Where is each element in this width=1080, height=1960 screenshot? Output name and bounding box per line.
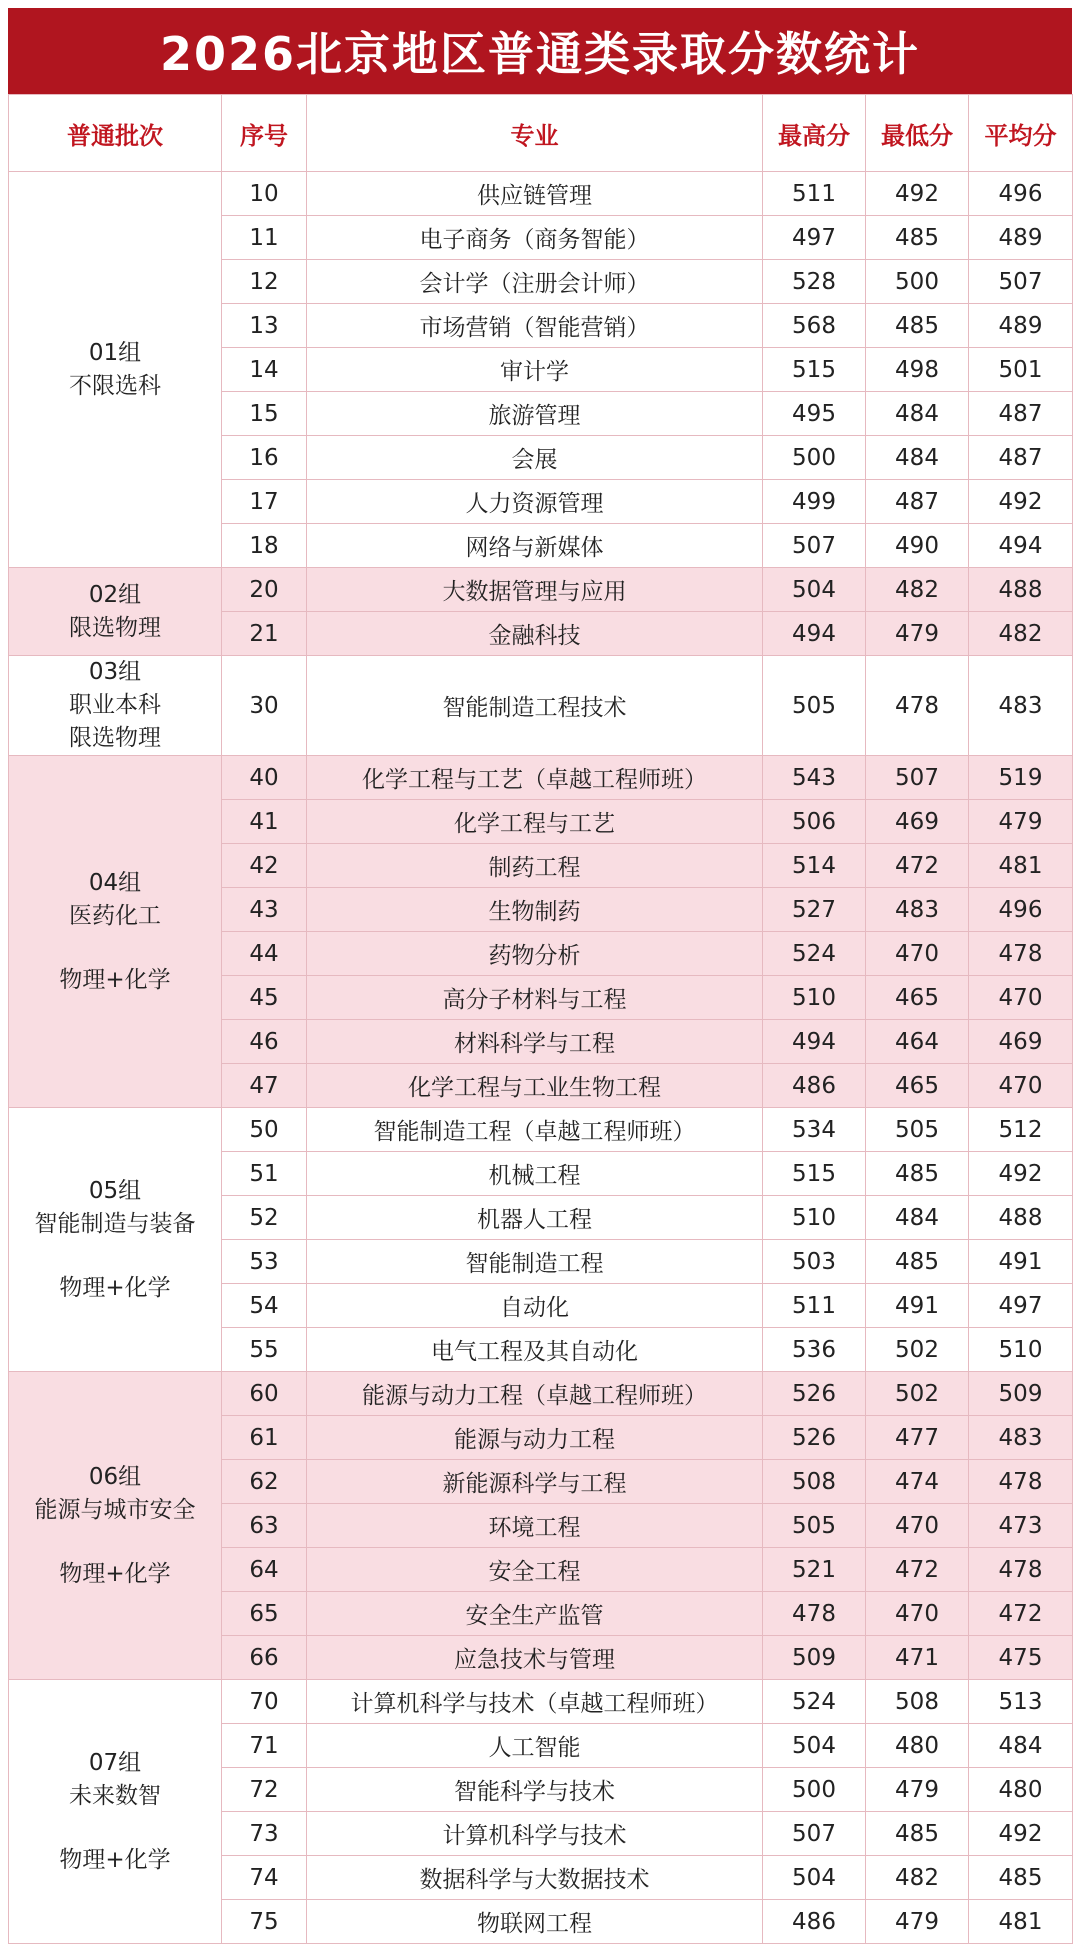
min-score-cell: 478 [866, 656, 969, 756]
major-cell: 物联网工程 [307, 1900, 763, 1944]
number-cell: 20 [222, 568, 307, 612]
major-cell: 智能制造工程技术 [307, 656, 763, 756]
number-cell: 42 [222, 844, 307, 888]
min-score-cell: 465 [866, 976, 969, 1020]
avg-score-cell: 483 [969, 1416, 1073, 1460]
max-score-cell: 504 [763, 1724, 866, 1768]
major-cell: 应急技术与管理 [307, 1636, 763, 1680]
max-score-cell: 478 [763, 1592, 866, 1636]
avg-score-cell: 484 [969, 1724, 1073, 1768]
max-score-cell: 510 [763, 1196, 866, 1240]
min-score-cell: 472 [866, 1548, 969, 1592]
group-label-line: 物理+化学 [59, 966, 171, 993]
avg-score-cell: 482 [969, 612, 1073, 656]
number-cell: 50 [222, 1108, 307, 1152]
max-score-cell: 494 [763, 1020, 866, 1064]
major-cell: 电气工程及其自动化 [307, 1328, 763, 1372]
table-row [9, 568, 1073, 612]
number-cell: 46 [222, 1020, 307, 1064]
number-cell: 51 [222, 1152, 307, 1196]
major-cell: 能源与动力工程 [307, 1416, 763, 1460]
major-cell: 药物分析 [307, 932, 763, 976]
max-score-cell: 511 [763, 172, 866, 216]
group-cell [9, 1680, 222, 1944]
number-cell: 61 [222, 1416, 307, 1460]
number-cell: 60 [222, 1372, 307, 1416]
number-cell: 40 [222, 756, 307, 800]
avg-score-cell: 481 [969, 844, 1073, 888]
max-score-cell: 515 [763, 1152, 866, 1196]
min-score-cell: 479 [866, 1768, 969, 1812]
number-cell: 65 [222, 1592, 307, 1636]
group-label-line: 物理+化学 [59, 1846, 171, 1873]
avg-score-cell: 512 [969, 1108, 1073, 1152]
avg-score-cell: 483 [969, 656, 1073, 756]
number-cell: 18 [222, 524, 307, 568]
avg-score-cell: 496 [969, 888, 1073, 932]
number-cell: 70 [222, 1680, 307, 1724]
major-cell: 网络与新媒体 [307, 524, 763, 568]
avg-score-cell: 487 [969, 392, 1073, 436]
major-cell: 供应链管理 [307, 172, 763, 216]
number-cell: 14 [222, 348, 307, 392]
major-cell: 机器人工程 [307, 1196, 763, 1240]
major-cell: 金融科技 [307, 612, 763, 656]
max-score-cell: 521 [763, 1548, 866, 1592]
max-score-cell: 527 [763, 888, 866, 932]
min-score-cell: 482 [866, 1856, 969, 1900]
number-cell: 64 [222, 1548, 307, 1592]
major-cell: 高分子材料与工程 [307, 976, 763, 1020]
major-cell: 化学工程与工业生物工程 [307, 1064, 763, 1108]
max-score-cell: 509 [763, 1636, 866, 1680]
major-cell: 人工智能 [307, 1724, 763, 1768]
major-cell: 计算机科学与技术（卓越工程师班） [307, 1680, 763, 1724]
min-score-cell: 470 [866, 932, 969, 976]
avg-score-cell: 507 [969, 260, 1073, 304]
avg-score-cell: 487 [969, 436, 1073, 480]
major-cell: 安全生产监管 [307, 1592, 763, 1636]
group-cell [9, 1372, 222, 1680]
major-cell: 人力资源管理 [307, 480, 763, 524]
avg-score-cell: 472 [969, 1592, 1073, 1636]
min-score-cell: 474 [866, 1460, 969, 1504]
avg-score-cell: 478 [969, 1548, 1073, 1592]
max-score-cell: 524 [763, 1680, 866, 1724]
max-score-cell: 543 [763, 756, 866, 800]
number-cell: 21 [222, 612, 307, 656]
number-cell: 53 [222, 1240, 307, 1284]
min-score-cell: 477 [866, 1416, 969, 1460]
min-score-cell: 482 [866, 568, 969, 612]
max-score-cell: 506 [763, 800, 866, 844]
min-score-cell: 464 [866, 1020, 969, 1064]
min-score-cell: 480 [866, 1724, 969, 1768]
max-score-cell: 524 [763, 932, 866, 976]
min-score-cell: 483 [866, 888, 969, 932]
major-cell: 电子商务（商务智能） [307, 216, 763, 260]
avg-score-cell: 478 [969, 1460, 1073, 1504]
major-cell: 能源与动力工程（卓越工程师班） [307, 1372, 763, 1416]
number-cell: 54 [222, 1284, 307, 1328]
max-score-cell: 526 [763, 1372, 866, 1416]
number-cell: 62 [222, 1460, 307, 1504]
major-cell: 机械工程 [307, 1152, 763, 1196]
number-cell: 71 [222, 1724, 307, 1768]
min-score-cell: 472 [866, 844, 969, 888]
min-score-cell: 508 [866, 1680, 969, 1724]
avg-score-cell: 492 [969, 1152, 1073, 1196]
max-score-cell: 534 [763, 1108, 866, 1152]
major-cell: 会展 [307, 436, 763, 480]
avg-score-cell: 510 [969, 1328, 1073, 1372]
avg-score-cell: 501 [969, 348, 1073, 392]
max-score-cell: 536 [763, 1328, 866, 1372]
number-cell: 12 [222, 260, 307, 304]
avg-score-cell: 488 [969, 568, 1073, 612]
avg-score-cell: 480 [969, 1768, 1073, 1812]
max-score-cell: 508 [763, 1460, 866, 1504]
max-score-cell: 497 [763, 216, 866, 260]
major-cell: 智能制造工程 [307, 1240, 763, 1284]
avg-score-cell: 478 [969, 932, 1073, 976]
major-cell: 环境工程 [307, 1504, 763, 1548]
avg-score-cell: 492 [969, 480, 1073, 524]
min-score-cell: 471 [866, 1636, 969, 1680]
column-header-number: 序号 [222, 95, 307, 172]
table-row [9, 1108, 1073, 1152]
group-label-line: 限选物理 [69, 725, 161, 751]
major-cell: 安全工程 [307, 1548, 763, 1592]
number-cell: 16 [222, 436, 307, 480]
major-cell: 化学工程与工艺 [307, 800, 763, 844]
number-cell: 41 [222, 800, 307, 844]
avg-score-cell: 513 [969, 1680, 1073, 1724]
min-score-cell: 505 [866, 1108, 969, 1152]
group-label-line: 不限选科 [69, 372, 161, 399]
number-cell: 44 [222, 932, 307, 976]
min-score-cell: 470 [866, 1592, 969, 1636]
number-cell: 73 [222, 1812, 307, 1856]
admission-score-table [8, 94, 1073, 1944]
page-title: 2026北京地区普通类录取分数统计 [8, 8, 1072, 94]
group-cell [9, 656, 222, 756]
table-row [9, 1680, 1073, 1724]
group-label-line: 05组 [88, 1177, 142, 1204]
group-label-line: 07组 [88, 1749, 142, 1776]
max-score-cell: 503 [763, 1240, 866, 1284]
max-score-cell: 511 [763, 1284, 866, 1328]
max-score-cell: 507 [763, 524, 866, 568]
number-cell: 10 [222, 172, 307, 216]
number-cell: 75 [222, 1900, 307, 1944]
max-score-cell: 507 [763, 1812, 866, 1856]
min-score-cell: 490 [866, 524, 969, 568]
min-score-cell: 484 [866, 392, 969, 436]
number-cell: 66 [222, 1636, 307, 1680]
group-label-line: 未来数智 [69, 1782, 161, 1809]
max-score-cell: 500 [763, 1768, 866, 1812]
max-score-cell: 528 [763, 260, 866, 304]
major-cell: 会计学（注册会计师） [307, 260, 763, 304]
min-score-cell: 491 [866, 1284, 969, 1328]
max-score-cell: 505 [763, 656, 866, 756]
group-label-line: 能源与城市安全 [34, 1496, 196, 1523]
number-cell: 55 [222, 1328, 307, 1372]
group-cell [9, 568, 222, 656]
avg-score-cell: 492 [969, 1812, 1073, 1856]
table-row [9, 172, 1073, 216]
avg-score-cell: 489 [969, 304, 1073, 348]
max-score-cell: 499 [763, 480, 866, 524]
table-body [9, 172, 1073, 1944]
avg-score-cell: 469 [969, 1020, 1073, 1064]
major-cell: 数据科学与大数据技术 [307, 1856, 763, 1900]
min-score-cell: 479 [866, 612, 969, 656]
group-label-line: 02组 [88, 581, 142, 608]
number-cell: 13 [222, 304, 307, 348]
number-cell: 17 [222, 480, 307, 524]
major-cell: 智能制造工程（卓越工程师班） [307, 1108, 763, 1152]
max-score-cell: 505 [763, 1504, 866, 1548]
max-score-cell: 494 [763, 612, 866, 656]
number-cell: 72 [222, 1768, 307, 1812]
group-cell [9, 756, 222, 1108]
min-score-cell: 502 [866, 1372, 969, 1416]
group-label-line: 职业本科 [69, 692, 161, 718]
avg-score-cell: 491 [969, 1240, 1073, 1284]
max-score-cell: 500 [763, 436, 866, 480]
major-cell: 大数据管理与应用 [307, 568, 763, 612]
avg-score-cell: 488 [969, 1196, 1073, 1240]
avg-score-cell: 485 [969, 1856, 1073, 1900]
group-label-line: 06组 [88, 1463, 142, 1490]
max-score-cell: 504 [763, 1856, 866, 1900]
column-header-min-score: 最低分 [866, 95, 969, 172]
column-header-max-score: 最高分 [763, 95, 866, 172]
min-score-cell: 485 [866, 1152, 969, 1196]
column-header-batch: 普通批次 [9, 95, 222, 172]
column-header-avg-score: 平均分 [969, 95, 1073, 172]
number-cell: 74 [222, 1856, 307, 1900]
avg-score-cell: 475 [969, 1636, 1073, 1680]
table-row [9, 756, 1073, 800]
avg-score-cell: 496 [969, 172, 1073, 216]
avg-score-cell: 470 [969, 976, 1073, 1020]
min-score-cell: 487 [866, 480, 969, 524]
avg-score-cell: 470 [969, 1064, 1073, 1108]
max-score-cell: 486 [763, 1900, 866, 1944]
max-score-cell: 486 [763, 1064, 866, 1108]
number-cell: 63 [222, 1504, 307, 1548]
table-row [9, 1372, 1073, 1416]
major-cell: 生物制药 [307, 888, 763, 932]
avg-score-cell: 494 [969, 524, 1073, 568]
group-cell [9, 1108, 222, 1372]
max-score-cell: 514 [763, 844, 866, 888]
table-header-row [9, 95, 1073, 172]
major-cell: 计算机科学与技术 [307, 1812, 763, 1856]
number-cell: 45 [222, 976, 307, 1020]
table-row [9, 656, 1073, 756]
group-label-line: 限选物理 [69, 614, 161, 641]
number-cell: 52 [222, 1196, 307, 1240]
min-score-cell: 507 [866, 756, 969, 800]
major-cell: 自动化 [307, 1284, 763, 1328]
min-score-cell: 469 [866, 800, 969, 844]
major-cell: 新能源科学与工程 [307, 1460, 763, 1504]
group-label-line: 03组 [88, 659, 142, 685]
number-cell: 11 [222, 216, 307, 260]
avg-score-cell: 509 [969, 1372, 1073, 1416]
number-cell: 47 [222, 1064, 307, 1108]
number-cell: 30 [222, 656, 307, 756]
group-label-line: 智能制造与装备 [34, 1210, 196, 1237]
group-label-line: 物理+化学 [59, 1274, 171, 1301]
group-label-line: 01组 [88, 339, 142, 366]
min-score-cell: 465 [866, 1064, 969, 1108]
avg-score-cell: 479 [969, 800, 1073, 844]
min-score-cell: 485 [866, 1240, 969, 1284]
avg-score-cell: 497 [969, 1284, 1073, 1328]
avg-score-cell: 519 [969, 756, 1073, 800]
min-score-cell: 485 [866, 216, 969, 260]
min-score-cell: 484 [866, 1196, 969, 1240]
avg-score-cell: 481 [969, 1900, 1073, 1944]
min-score-cell: 484 [866, 436, 969, 480]
major-cell: 审计学 [307, 348, 763, 392]
number-cell: 43 [222, 888, 307, 932]
column-header-major: 专业 [307, 95, 763, 172]
min-score-cell: 500 [866, 260, 969, 304]
max-score-cell: 504 [763, 568, 866, 612]
min-score-cell: 498 [866, 348, 969, 392]
major-cell: 材料科学与工程 [307, 1020, 763, 1064]
min-score-cell: 492 [866, 172, 969, 216]
min-score-cell: 485 [866, 304, 969, 348]
major-cell: 制药工程 [307, 844, 763, 888]
min-score-cell: 502 [866, 1328, 969, 1372]
group-label-line: 医药化工 [69, 902, 161, 929]
max-score-cell: 515 [763, 348, 866, 392]
number-cell: 15 [222, 392, 307, 436]
group-cell [9, 172, 222, 568]
max-score-cell: 495 [763, 392, 866, 436]
group-label-line: 04组 [88, 869, 142, 896]
max-score-cell: 510 [763, 976, 866, 1020]
avg-score-cell: 489 [969, 216, 1073, 260]
avg-score-cell: 473 [969, 1504, 1073, 1548]
min-score-cell: 485 [866, 1812, 969, 1856]
max-score-cell: 568 [763, 304, 866, 348]
min-score-cell: 479 [866, 1900, 969, 1944]
max-score-cell: 526 [763, 1416, 866, 1460]
major-cell: 化学工程与工艺（卓越工程师班） [307, 756, 763, 800]
major-cell: 旅游管理 [307, 392, 763, 436]
group-label-line: 物理+化学 [59, 1560, 171, 1587]
min-score-cell: 470 [866, 1504, 969, 1548]
major-cell: 智能科学与技术 [307, 1768, 763, 1812]
major-cell: 市场营销（智能营销） [307, 304, 763, 348]
